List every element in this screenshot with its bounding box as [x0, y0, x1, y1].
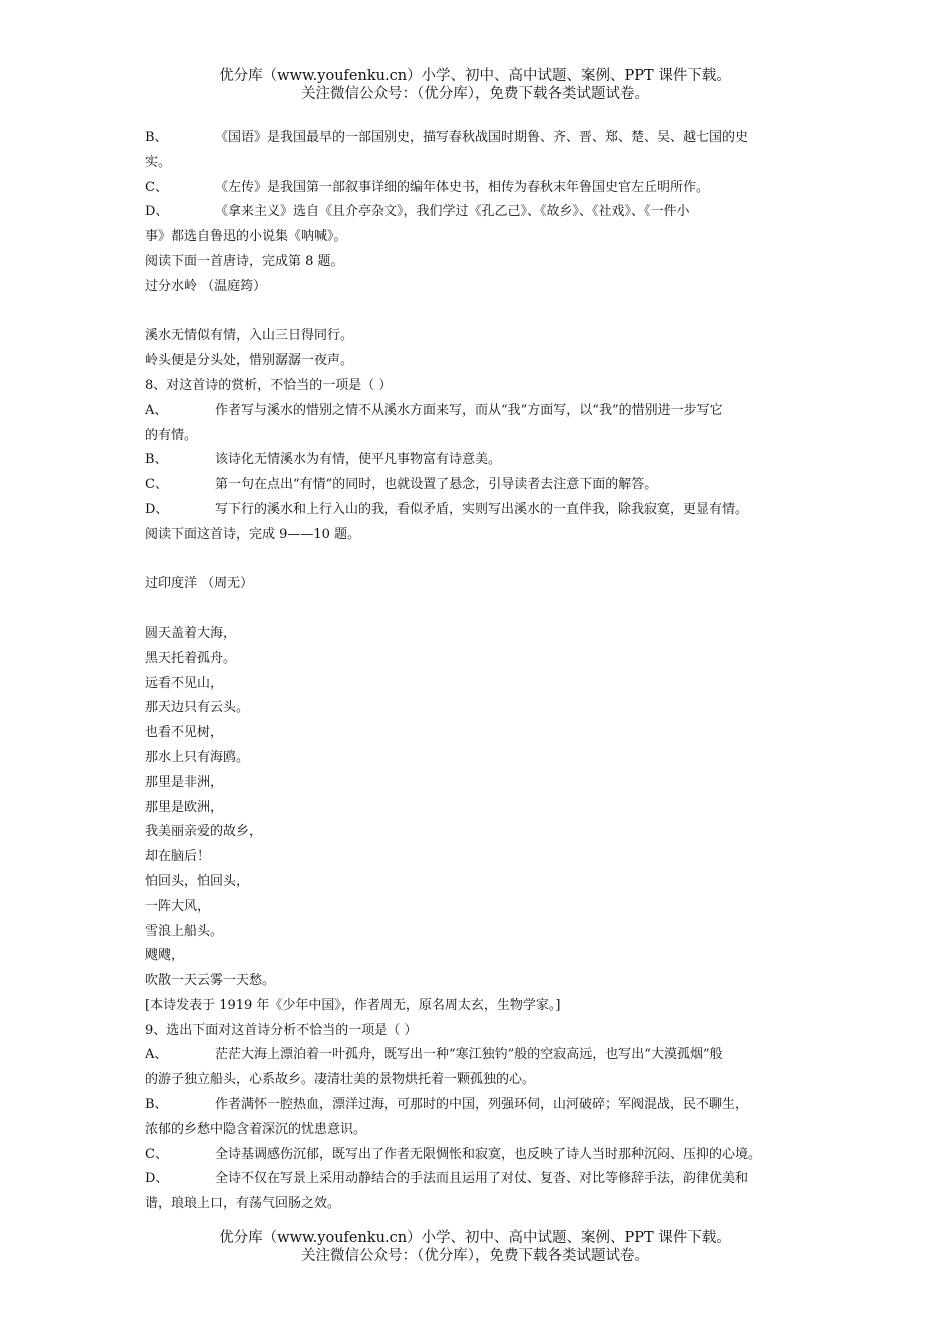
poem2-line: 吹散一天云雾一天愁。	[145, 973, 276, 989]
footer-line-1: 优分库（www.youfenku.cn）小学、初中、高中试题、案例、PPT 课件下载。	[219, 1230, 731, 1246]
page-footer	[0, 1229, 950, 1265]
option-continuation: 的游子独立船头，心系故乡。凄清壮美的景物烘托着一颗孤独的心。	[145, 1072, 536, 1088]
q9-option-c	[145, 1143, 810, 1168]
footer-line-2: 关注微信公众号：（优分库），免费下载各类试题试卷。	[301, 1248, 649, 1264]
option-text: 作者写与溪水的惜别之情不从溪水方面来写，而从“我”方面写，以“我”的惜别进一步写它	[215, 402, 723, 418]
option-text: 《国语》是我国最早的一部国别史，描写春秋战国时期鲁、齐、晋、郑、楚、吴、越七国的史	[215, 130, 749, 145]
option-letter: A、	[145, 1047, 168, 1063]
option-text: 《拿来主义》选自《且介亭杂文》，我们学过《孔乙己》、《故乡》、《社戏》、《一件小	[215, 204, 690, 220]
prev-option-b	[145, 126, 810, 151]
option-text: 全诗不仅在写景上采用动静结合的手法而且运用了对仗、复沓、对比等修辞手法，韵律优美和	[215, 1171, 749, 1187]
poem2-line: 那里是欧洲，	[145, 799, 224, 815]
poem2-line: 也看不见树，	[145, 725, 224, 741]
document-body	[145, 126, 810, 1217]
q8-option-d	[145, 498, 810, 523]
spacer	[145, 548, 810, 573]
poem2-line: 一阵大风，	[145, 898, 211, 914]
poem2-line: 那水上只有海鸥。	[145, 749, 250, 765]
q8-option-b	[145, 448, 810, 473]
option-text: 第一句在点出“有情”的同时，也就设置了悬念，引导读者去注意下面的解答。	[215, 477, 658, 493]
option-letter: C、	[145, 1146, 168, 1162]
option-letter: D、	[145, 1171, 169, 1187]
option-text: 《左传》是我国第一部叙事详细的编年体史书，相传为春秋末年鲁国史官左丘明所作。	[215, 179, 710, 195]
option-letter: B、	[145, 130, 168, 145]
option-text: 作者满怀一腔热血，漂洋过海，可那时的中国，列强环伺，山河破碎；军阀混战，民不聊生，	[215, 1097, 749, 1113]
poem2-intro: 阅读下面这首诗，完成 9——10 题。	[145, 526, 361, 542]
option-continuation: 事》都选自鲁迅的小说集《呐喊》。	[145, 229, 347, 245]
q9-stem: 9、选出下面对这首诗分析不恰当的一项是（ ）	[145, 1022, 418, 1038]
option-continuation: 浓郁的乡愁中隐含着深沉的忧患意识。	[145, 1121, 367, 1137]
poem2-line: 圆天盖着大海，	[145, 625, 237, 641]
poem2-note: [本诗发表于 1919 年《少年中国》，作者周无，原名周太玄，生物学家。]	[145, 997, 561, 1013]
poem2-line: 那天边只有云头。	[145, 700, 250, 716]
option-letter: B、	[145, 1097, 168, 1113]
prev-option-c	[145, 176, 810, 201]
q8-stem: 8、对这首诗的赏析，不恰当的一项是（ ）	[145, 377, 392, 393]
q8-option-a	[145, 399, 810, 424]
option-text: 写下行的溪水和上行入山的我，看似矛盾，实则写出溪水的一直伴我，除我寂寞，更显有情。	[215, 501, 749, 517]
q9-option-a	[145, 1043, 810, 1068]
poem2-line: 怕回头，怕回头，	[145, 873, 250, 889]
spacer	[145, 597, 810, 622]
spacer	[145, 300, 810, 325]
prev-option-d	[145, 200, 810, 225]
poem2-line: 我美丽亲爱的故乡，	[145, 824, 263, 840]
option-letter: D、	[145, 501, 169, 517]
option-text: 茫茫大海上漂泊着一叶孤舟，既写出一种“寒江独钓”般的空寂高远，也写出“大漠孤烟”般	[215, 1047, 723, 1063]
option-continuation: 谐，琅琅上口，有荡气回肠之效。	[145, 1196, 341, 1212]
poem2-line: 雪浪上船头。	[145, 923, 224, 939]
option-continuation: 的有情。	[145, 427, 198, 443]
poem2-line: 远看不见山，	[145, 675, 224, 691]
poem2-line: 却在脑后！	[145, 849, 211, 865]
option-letter: A、	[145, 402, 168, 418]
poem2-line: 飕飕，	[145, 948, 185, 964]
option-text: 该诗化无情溪水为有情，使平凡事物富有诗意美。	[215, 452, 502, 468]
poem2-title: 过印度洋 （周无）	[145, 576, 254, 592]
poem2-line: 那里是非洲，	[145, 774, 224, 790]
poem2-line: 黑天托着孤舟。	[145, 650, 237, 666]
poem1-line: 溪水无情似有情，入山三日得同行。	[145, 328, 354, 344]
poem1-title: 过分水岭 （温庭筠）	[145, 278, 267, 294]
option-letter: C、	[145, 179, 168, 195]
option-letter: D、	[145, 204, 169, 220]
poem1-intro: 阅读下面一首唐诗，完成第 8 题。	[145, 253, 344, 269]
header-line-2: 关注微信公众号：（优分库），免费下载各类试题试卷。	[301, 86, 649, 102]
q9-option-b	[145, 1093, 810, 1118]
page-header	[0, 67, 950, 103]
option-continuation: 实。	[145, 154, 172, 170]
q8-option-c	[145, 473, 810, 498]
q9-option-d	[145, 1167, 810, 1192]
poem1-line: 岭头便是分头处，惜别潺潺一夜声。	[145, 353, 354, 369]
option-letter: B、	[145, 452, 168, 468]
option-text: 全诗基调感伤沉郁，既写出了作者无限惆怅和寂寞，也反映了诗人当时那种沉闷、压抑的心境。	[215, 1146, 762, 1162]
header-line-1: 优分库（www.youfenku.cn）小学、初中、高中试题、案例、PPT 课件下载。	[219, 68, 731, 84]
option-letter: C、	[145, 477, 168, 493]
